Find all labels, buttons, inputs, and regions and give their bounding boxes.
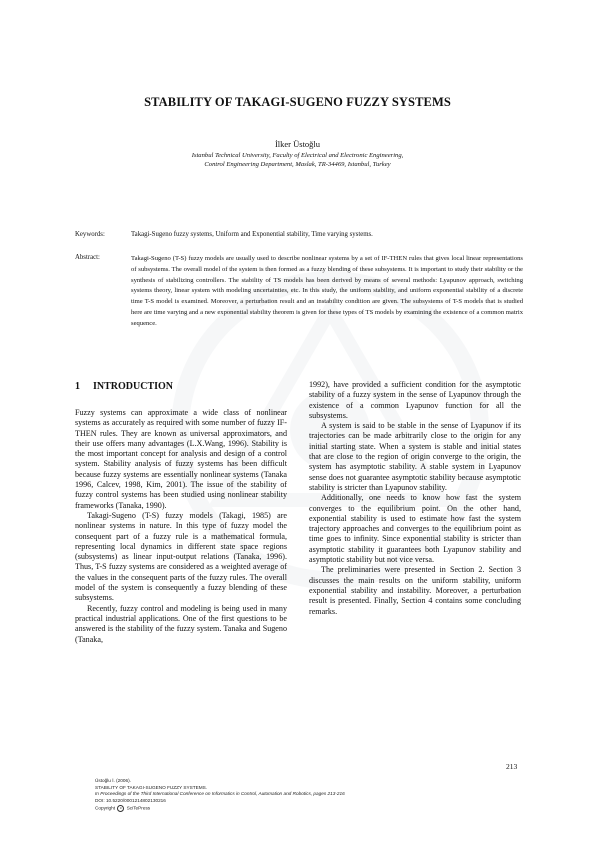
- footer-doi: DOI: 10.5220/0001214802130216: [95, 798, 166, 804]
- page-number: 213: [506, 762, 518, 771]
- affiliation-line-1: Istanbul Technical University, Faculty of Electrical and Electronic Engineering,: [191, 152, 404, 159]
- paragraph: A system is said to be stable in the sense of Lyapunov if its trajectories can be made arbitrarily close to the origin for any initial starting state. When a system is stable and initial states that are close to the region of origin converge to the origin, the system has asymptotic stability. A stable system in Lyapunov sense does not guarantee asymptotic stability because asymptotic stability is stricter than Lyapunov stability.: [309, 421, 521, 492]
- copyright-icon: c: [117, 805, 124, 812]
- paragraph: The preliminaries were presented in Section 2. Section 3 discusses the main results on the uniform stability, uniform exponential stability and instability. Moreover, a perturbation result is presented. Finally, Section 4 contains some concluding remarks.: [309, 565, 521, 616]
- paragraph: Additionally, one needs to know how fast the system converges to the equilibrium point. On the other hand, exponential stability is used to estimate how fast the system trajectory approaches and converges to the equilibrium point as time goes to infinity. Since exponential stability is stricter than asymptotic stability it guarantees both Lyapunov stability and asymptotic stability but not vice versa.: [309, 493, 521, 565]
- paragraph: Takagi-Sugeno (T-S) fuzzy models (Takagi, 1985) are nonlinear systems in nature. In this type of fuzzy model the consequent part of a fuzzy rule is a mathematical formula, representing local dynamics in different state space regions (subsystems) as linear input-output relations (Tanaka, 1996). Thus, T-S fuzzy systems are considered as a weighted average of the values in the consequent parts of the fuzzy rules. The overall model of the system is consequently a fuzzy blending of these subsystems.: [75, 510, 287, 603]
- footer-citation: Üstoğlu İ. (2006).: [95, 778, 131, 783]
- paragraph: Fuzzy systems can approximate a wide class of nonlinear systems as accurately as required with some number of fuzzy IF-THEN rules. They are known as universal approximators, and their use offers many advantages (L.X.Wang, 1996). Stability is the most important concept for analysis and design of a control system. Stability analysis of fuzzy systems has been difficult because fuzzy systems are essentially nonlinear systems (Tanaka 1996, Calcev, 1998, Kim, 2001). The issue of the stability of fuzzy control systems has been studied using nonlinear stability frameworks (Tanaka, 1990).: [75, 408, 287, 510]
- citation-footer: [95, 778, 495, 812]
- paragraph: 1992), have provided a sufficient condition for the asymptotic stability of a fuzzy system in the sense of Lyapunov through the existence of a common Lyapunov function for all the subsystems.: [309, 380, 521, 420]
- right-column: [309, 380, 521, 617]
- keywords-text: Takagi-Sugeno fuzzy systems, Uniform and Exponential stability, Time varying systems.: [131, 231, 373, 238]
- copyright-prefix: Copyright: [95, 805, 116, 811]
- paragraph: Recently, fuzzy control and modeling is being used in many practical industrial applications. One of the first questions to be answered is the stability of the fuzzy system. Tanaka and Sugeno (Tanaka,: [75, 603, 287, 644]
- footer-copyright: [95, 805, 495, 812]
- section-number: 1: [75, 381, 80, 392]
- abstract-text: Takagi-Sugeno (T-S) fuzzy models are usually used to describe nonlinear systems by a set of IF-THEN rules that gives local linear representations of subsystems. The overall model of the system is then formed as a fuzzy blending of these subsystems. It is important to study their stability or the synthesis of stabilizing controllers. The stability of TS models has been derived by means of several methods: Lyapunov approach, switching systems theory, linear system with modeling uncertainties, etc. In this study, the uniform stability, and uniform exponential stability of a discrete time T-S model is examined. Moreover, a perturbation result and an instability condition are given. The subsystems of T-S models that is studied here are time varying and a new exponential stability theorem is given for these types of TS models by examining the existence of a common matrix sequence.: [131, 255, 523, 327]
- keywords-label: Keywords:: [75, 231, 105, 238]
- abstract-label: Abstract:: [75, 254, 100, 261]
- section-title: INTRODUCTION: [93, 381, 174, 392]
- footer-title: STABILITY OF TAKAGI-SUGENO FUZZY SYSTEMS.: [95, 784, 208, 790]
- affiliation-line-2: Control Engineering Department, Maslak, TR-34469, Istanbul, Turkey: [204, 161, 391, 168]
- footer-proceedings: In Proceedings of the Third International Conference on Informatics in Control, Automation and Robotics, pages 213-216: [95, 791, 345, 797]
- paper-title: STABILITY OF TAKAGI-SUGENO FUZZY SYSTEMS: [144, 95, 451, 109]
- left-column: [75, 408, 287, 645]
- copyright-holder: SciTePress: [126, 805, 151, 811]
- section-heading: [75, 381, 173, 392]
- author-name: İlker Üstoğlu: [274, 139, 321, 149]
